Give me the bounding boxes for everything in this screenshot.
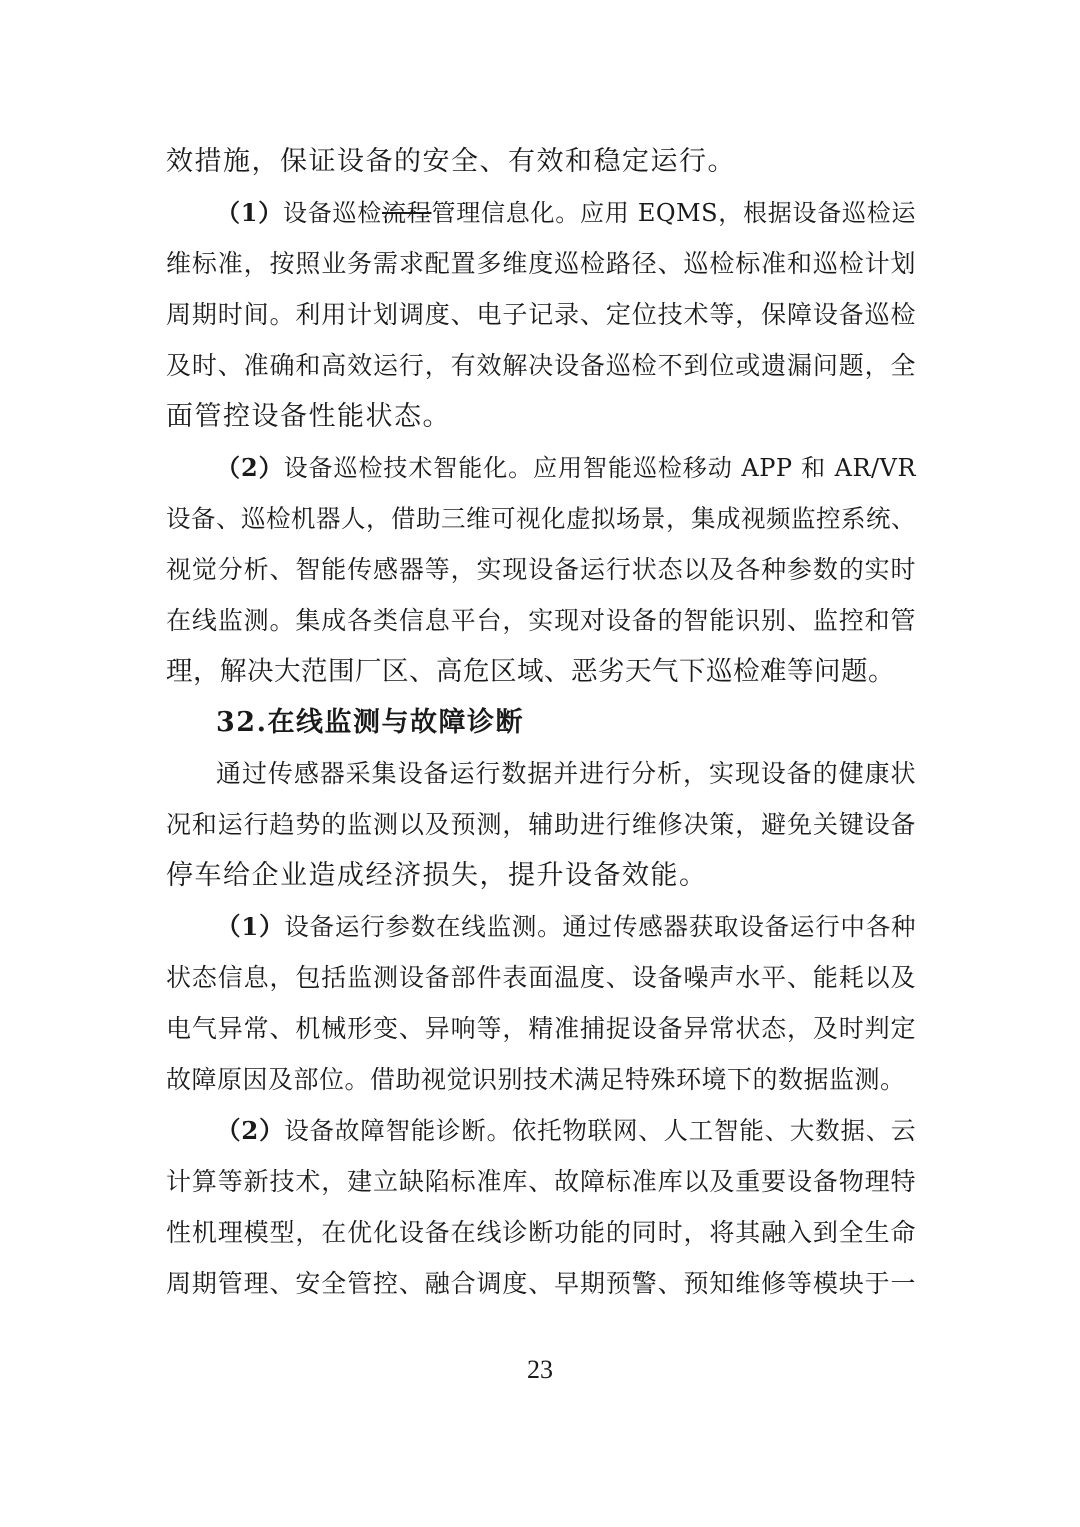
text-span: 周期管理、安全管控、融合调度、早期预警、预知维修等模块于一 xyxy=(166,1269,916,1298)
text-span: 及时、准确和高效运行，有效解决设备巡检不到位或遗漏问题，全 xyxy=(166,351,916,380)
text-span: 面管控设备性能状态。 xyxy=(166,401,451,432)
item-number: （2） xyxy=(216,453,284,482)
item-heading: 管理信息化。 xyxy=(431,199,580,227)
paragraph-1-line-4 xyxy=(166,341,916,391)
text-span: 性机理模型，在优化设备在线诊断功能的同时，将其融入到全生命 xyxy=(166,1218,916,1247)
text-span: 状态信息，包括监测设备部件表面温度、设备噪声水平、能耗以及 xyxy=(166,963,916,992)
text-span: 况和运行趋势的监测以及预测，辅助进行维修决策，避免关键设备 xyxy=(166,810,916,839)
paragraph-4-line-2 xyxy=(166,953,916,1003)
text-span: 依托物联网、人工智能、大数据、云 xyxy=(511,1116,916,1145)
item-number: （1） xyxy=(216,912,285,941)
paragraph-2-line-4 xyxy=(166,596,916,646)
paragraph-4-line-1 xyxy=(216,902,916,952)
paragraph-continuation-line xyxy=(166,137,916,187)
text-span: 应用 EQMS，根据设备巡检运 xyxy=(579,199,917,227)
text-span: 通过传感器获取设备运行中各种 xyxy=(562,912,916,941)
paragraph-2-line-3 xyxy=(166,545,916,595)
text-span: 视觉分析、智能传感器等，实现设备运行状态以及各种参数的实时 xyxy=(166,555,916,584)
paragraph-5-line-1 xyxy=(216,1106,916,1156)
text-span: 效措施，保证设备的安全、有效和稳定运行。 xyxy=(166,146,736,177)
paragraph-1-line-3 xyxy=(166,290,916,340)
item-heading: 设备故障智能诊断。 xyxy=(284,1116,512,1145)
text-span: 通过传感器采集设备运行数据并进行分析，实现设备的健康状 xyxy=(216,759,916,788)
paragraph-3-line-3 xyxy=(166,851,916,901)
paragraph-4-line-4 xyxy=(166,1055,916,1105)
text-span: 维标准，按照业务需求配置多维度巡检路径、巡检标准和巡检计划 xyxy=(166,249,916,278)
text-span: 故障原因及部位。借助视觉识别技术满足特殊环境下的数据监测。 xyxy=(166,1065,906,1094)
text-span: 电气异常、机械形变、异响等，精准捕捉设备异常状态，及时判定 xyxy=(166,1014,916,1043)
item-heading: 设备巡检技术智能化。 xyxy=(283,454,534,482)
text-span: 在线监测。集成各类信息平台，实现对设备的智能识别、监控和管 xyxy=(166,606,916,635)
text-span: 周期时间。利用计划调度、电子记录、定位技术等，保障设备巡检 xyxy=(166,300,916,329)
text-span: 应用智能巡检移动 APP 和 AR/VR xyxy=(533,454,917,482)
text-span: 计算等新技术，建立缺陷标准库、故障标准库以及重要设备物理特 xyxy=(166,1167,916,1196)
text-span: 停车给企业造成经济损失，提升设备效能。 xyxy=(166,860,708,891)
section-heading xyxy=(216,698,916,748)
item-heading: 设备巡检 xyxy=(282,199,382,227)
paragraph-1-line-2 xyxy=(166,239,916,289)
struck-text: 流程 xyxy=(381,199,432,227)
text-span: 理，解决大范围厂区、高危区域、恶劣天气下巡检难等问题。 xyxy=(166,656,895,687)
paragraph-1-line-1 xyxy=(216,188,916,238)
paragraph-5-line-4 xyxy=(166,1259,916,1309)
paragraph-2-line-5 xyxy=(166,647,916,697)
paragraph-5-line-2 xyxy=(166,1157,916,1207)
paragraph-2-line-2 xyxy=(166,494,916,544)
item-number: （2） xyxy=(216,1116,285,1145)
paragraph-2-line-1 xyxy=(216,443,916,493)
paragraph-5-line-3 xyxy=(166,1208,916,1258)
item-heading: 设备运行参数在线监测。 xyxy=(284,912,563,941)
page-number: 23 xyxy=(527,1355,553,1384)
paragraph-4-line-3 xyxy=(166,1004,916,1054)
paragraph-1-line-5 xyxy=(166,392,916,442)
section-title: 32.在线监测与故障诊断 xyxy=(216,707,524,738)
item-number: （1） xyxy=(216,198,283,227)
paragraph-3-line-1 xyxy=(216,749,916,799)
text-span: 设备、巡检机器人，借助三维可视化虚拟场景，集成视频监控系统、 xyxy=(166,504,916,533)
paragraph-3-line-2 xyxy=(166,800,916,850)
